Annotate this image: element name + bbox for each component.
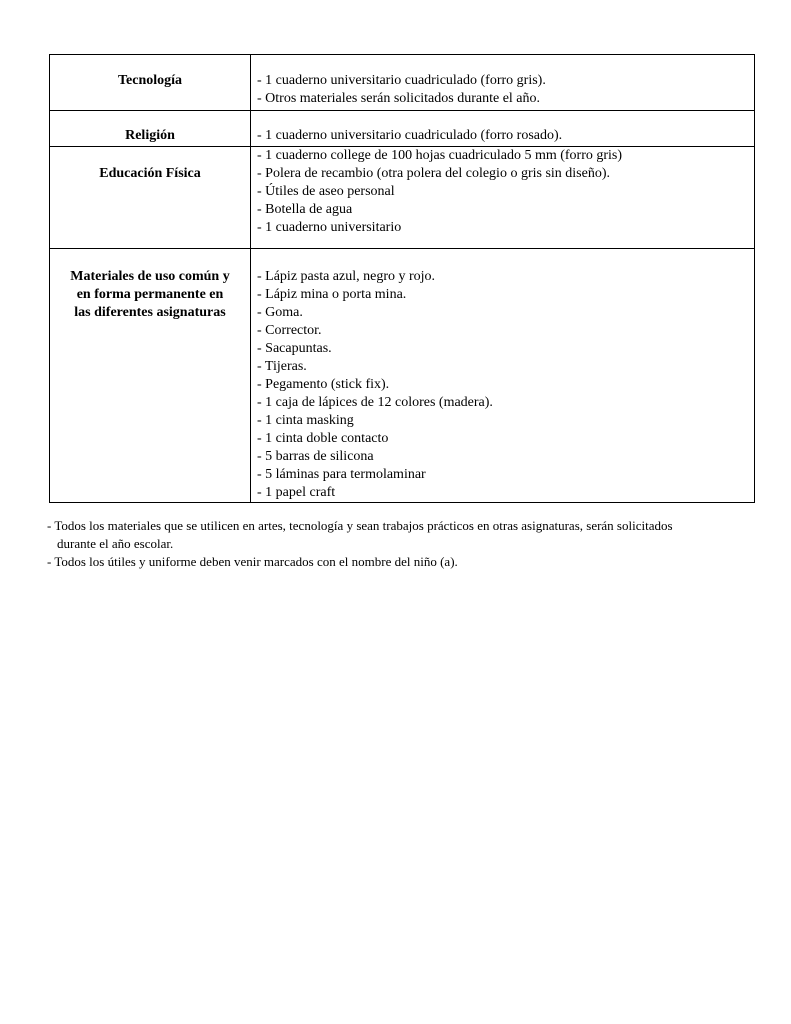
list-item: - Goma. bbox=[257, 305, 303, 320]
items-list bbox=[257, 147, 754, 237]
list-item: - 1 cuaderno universitario cuadriculado (forro rosado). bbox=[257, 128, 563, 143]
list-item: - Lápiz mina o porta mina. bbox=[257, 287, 407, 302]
list-item: - Sacapuntas. bbox=[257, 341, 332, 356]
list-item: - 1 cuaderno college de 100 hojas cuadriculado 5 mm (forro gris) bbox=[257, 148, 623, 163]
list-item: - 1 cuaderno universitario cuadriculado (forro gris). bbox=[257, 73, 546, 88]
subject-cell bbox=[50, 55, 251, 111]
subject-label: Educación Física bbox=[99, 166, 201, 181]
subject-cell bbox=[50, 111, 251, 147]
footnote-line: durante el año escolar. bbox=[57, 536, 174, 551]
items-list bbox=[257, 268, 754, 502]
items-cell bbox=[251, 147, 755, 249]
footnote-line: - Todos los materiales que se utilicen en artes, tecnología y sean trabajos prácticos en otras asignaturas, serán solicitados bbox=[47, 518, 673, 533]
list-item: - Lápiz pasta azul, negro y rojo. bbox=[257, 269, 436, 284]
subject-label-line: en forma permanente en bbox=[76, 287, 224, 302]
list-item: - Botella de agua bbox=[257, 202, 353, 217]
subject-label-line: Materiales de uso común y bbox=[70, 269, 230, 284]
footnote bbox=[47, 517, 767, 553]
list-item: - 1 caja de lápices de 12 colores (madera). bbox=[257, 395, 493, 410]
list-item: - Pegamento (stick fix). bbox=[257, 377, 390, 392]
subject-cell bbox=[50, 147, 251, 249]
items-cell bbox=[251, 111, 755, 147]
list-item: - 1 cuaderno universitario bbox=[257, 220, 402, 235]
list-item: - Útiles de aseo personal bbox=[257, 184, 395, 199]
subject-label-line: las diferentes asignaturas bbox=[74, 305, 226, 320]
list-item: - 1 papel craft bbox=[257, 485, 336, 500]
list-item: - Tijeras. bbox=[257, 359, 307, 374]
items-cell bbox=[251, 55, 755, 111]
items-list bbox=[257, 72, 754, 108]
table-row-tecnologia bbox=[50, 55, 755, 111]
footnotes bbox=[47, 517, 767, 571]
table-row-materiales-comunes bbox=[50, 249, 755, 503]
list-item: - 5 láminas para termolaminar bbox=[257, 467, 426, 482]
list-item: - Otros materiales serán solicitados durante el año. bbox=[257, 91, 541, 106]
subject-label: Religión bbox=[125, 128, 175, 143]
list-item: - Corrector. bbox=[257, 323, 322, 338]
list-item: - 1 cinta masking bbox=[257, 413, 354, 428]
subject-cell bbox=[50, 249, 251, 503]
supplies-table bbox=[49, 54, 755, 503]
list-item: - 1 cinta doble contacto bbox=[257, 431, 389, 446]
footnote bbox=[47, 553, 767, 571]
list-item: - Polera de recambio (otra polera del colegio o gris sin diseño). bbox=[257, 166, 610, 181]
items-list bbox=[257, 127, 754, 145]
footnote-line: - Todos los útiles y uniforme deben venir marcados con el nombre del niño (a). bbox=[47, 554, 458, 569]
table-row-religion bbox=[50, 111, 755, 147]
subject-label: Tecnología bbox=[117, 73, 183, 88]
list-item: - 5 barras de silicona bbox=[257, 449, 374, 464]
table-row-educacion-fisica bbox=[50, 147, 755, 249]
items-cell bbox=[251, 249, 755, 503]
